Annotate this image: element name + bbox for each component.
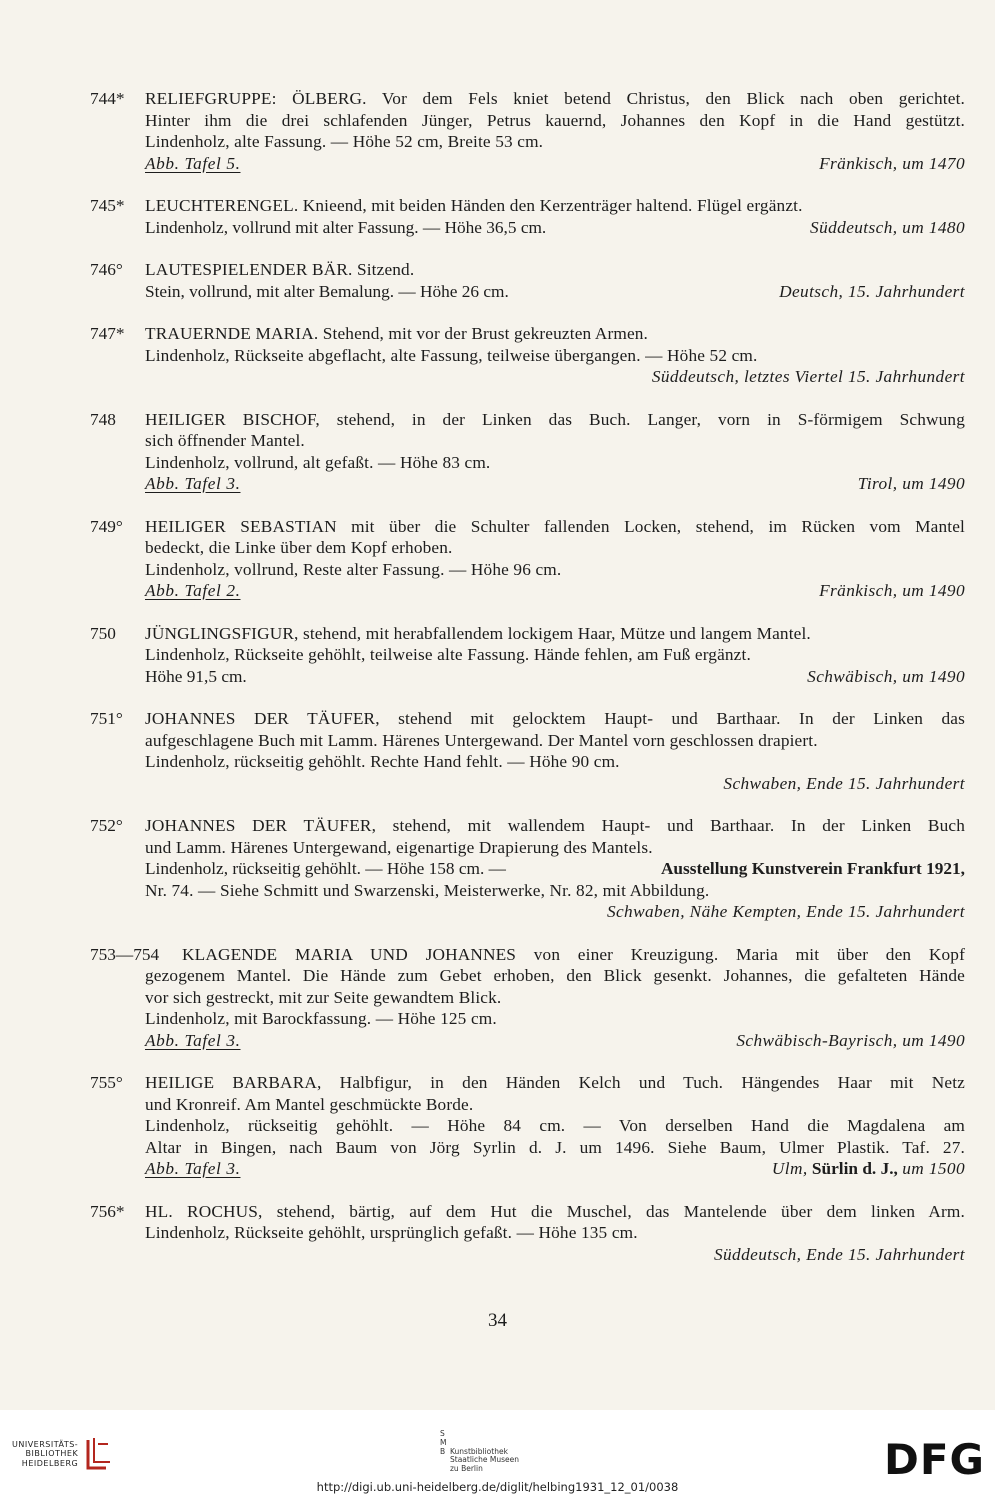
origin-date: Schwaben, Nähe Kempten, Ende 15. Jahrhundert: [606, 902, 965, 921]
entry-number: 747*: [90, 324, 125, 343]
entry-number: 746°: [90, 260, 123, 279]
exhibition-reference: Ausstellung Kunstverein Frankfurt 1921,: [660, 859, 965, 878]
entry-753-754: [90, 944, 965, 1052]
entry-text-line: aufgeschlagene Buch mit Lamm. Härenes Untergewand. Der Mantel vorn geschlossen drapiert.: [145, 730, 818, 750]
permalink-url[interactable]: http://digi.ub.uni-heidelberg.de/diglit/helbing1931_12_01/0038: [316, 1480, 679, 1494]
entry-footer-row: [145, 901, 965, 923]
origin-date: [772, 1158, 965, 1180]
plate-reference: Abb. Tafel 5.: [145, 153, 241, 173]
entry-text-line: HL. ROCHUS, stehend, bärtig, auf dem Hut die Muschel, das Mantelende über dem linken Arm.: [145, 1201, 965, 1221]
entry-number: 753—754: [90, 944, 160, 964]
entry-text-line: Lindenholz, vollrund, Reste alter Fassung. — Höhe 96 cm.: [145, 559, 562, 579]
entry-text-line: [145, 858, 965, 880]
entry-745: [90, 195, 965, 238]
artist-name: Sürlin d. J.,: [811, 1159, 898, 1178]
entry-text-line: Höhe 91,5 cm.: [145, 666, 247, 686]
entry-footer-row: [145, 1030, 965, 1052]
entry-text-line: Stein, vollrund, mit alter Bemalung. — Höhe 26 cm.: [145, 281, 509, 301]
entry-text-line: Lindenholz, rückseitig gehöhlt. — Höhe 84 cm. — Von derselben Hand die Magdalena am: [145, 1116, 965, 1135]
ub-emblem-icon: [84, 1436, 112, 1472]
origin-date: Süddeutsch, um 1480: [810, 217, 965, 237]
entry-751: [90, 708, 965, 794]
plate-reference: Abb. Tafel 3.: [145, 474, 241, 493]
plate-reference: Abb. Tafel 2.: [145, 581, 241, 600]
plate-reference: Abb. Tafel 3.: [145, 1159, 241, 1178]
dfg-logo[interactable]: DFG: [884, 1435, 986, 1484]
sm-line: Kunstbibliothek: [450, 1446, 508, 1456]
entry-748: [90, 409, 965, 495]
entry-756: [90, 1201, 965, 1266]
entry-755: [90, 1072, 965, 1180]
origin-date: Süddeutsch, letztes Viertel 15. Jahrhundert: [651, 367, 965, 386]
origin-place: Ulm,: [771, 1159, 808, 1178]
ub-logo-text: [12, 1440, 78, 1469]
sm-letter: M: [440, 1437, 447, 1447]
entry-number: 751°: [90, 709, 123, 728]
entry-747: [90, 323, 965, 388]
ub-logo-line: BIBLIOTHEK: [25, 1449, 79, 1459]
entry-text-line: Lindenholz, alte Fassung. — Höhe 52 cm, Breite 53 cm.: [145, 132, 544, 151]
origin-date: Fränkisch, um 1470: [819, 153, 965, 173]
origin-year: um 1500: [902, 1159, 965, 1178]
origin-date: Fränkisch, um 1490: [819, 581, 965, 600]
entry-text-line: bedeckt, die Linke über dem Kopf erhoben.: [145, 538, 453, 557]
entry-text-line: HEILIGER SEBASTIAN mit über die Schulter fallenden Locken, stehend, im Rücken vom Mantel: [145, 516, 965, 536]
entry-footer-row: [145, 773, 965, 795]
sm-row: [440, 1430, 519, 1439]
origin-date: Deutsch, 15. Jahrhundert: [779, 281, 965, 301]
entry-footer-row: [145, 1244, 965, 1266]
entry-number: 748: [90, 409, 116, 429]
entry-text-line: TRAUERNDE MARIA. Stehend, mit vor der Brust gekreuzten Armen.: [145, 324, 649, 343]
entry-footer-row: [145, 217, 965, 239]
sm-line: zu Berlin: [450, 1464, 483, 1474]
sm-letter: B: [440, 1446, 446, 1456]
entry-text-line: Lindenholz, mit Barockfassung. — Höhe 125 cm.: [145, 1009, 497, 1028]
entry-number: 744*: [90, 89, 125, 108]
sm-letter: S: [440, 1429, 445, 1438]
entry-text-line: gezogenem Mantel. Die Hände zum Gebet erhoben, den Blick gesenkt. Johannes, die gefalteten Hände: [145, 966, 965, 985]
sm-letter: [440, 1465, 450, 1474]
entry-number: 756*: [90, 1201, 125, 1221]
entry-footer-row: [145, 666, 965, 688]
ub-logo-line: UNIVERSITÄTS-: [12, 1439, 79, 1449]
entry-749: [90, 516, 965, 602]
entry-footer-row: [145, 281, 965, 303]
entry-footer-row: [145, 580, 965, 602]
page-number: 34: [488, 1310, 507, 1331]
entry-number: 750: [90, 623, 116, 643]
entry-text-line: Lindenholz, vollrund, alt gefaßt. — Höhe 83 cm.: [145, 452, 491, 472]
entry-text-line: Altar in Bingen, nach Baum von Jörg Syrlin d. J. um 1496. Siehe Baum, Ulmer Plastik. Taf. 27.: [145, 1137, 965, 1157]
kunstbibliothek-logo[interactable]: [440, 1430, 519, 1474]
entry-text-line: Lindenholz, Rückseite gehöhlt, teilweise alte Fassung. Hände fehlen, am Fuß ergänzt.: [145, 645, 751, 664]
origin-date: Schwäbisch-Bayrisch, um 1490: [736, 1030, 965, 1050]
entry-text-line: Lindenholz, rückseitig gehöhlt. Rechte Hand fehlt. — Höhe 90 cm.: [145, 752, 620, 771]
ub-logo-line: HEIDELBERG: [21, 1458, 79, 1468]
plate-reference: Abb. Tafel 3.: [145, 1030, 241, 1050]
entry-text-line: RELIEFGRUPPE: ÖLBERG. Vor dem Fels kniet betend Christus, den Blick nach oben gerichtet.: [145, 89, 965, 108]
entry-746: [90, 259, 965, 302]
sm-row: [440, 1465, 519, 1474]
origin-date: Süddeutsch, Ende 15. Jahrhundert: [713, 1244, 965, 1264]
entry-number: 752°: [90, 816, 123, 835]
entry-footer-row: [145, 153, 965, 175]
entry-number: 749°: [90, 516, 123, 536]
entry-text-line: KLAGENDE MARIA UND JOHANNES von einer Kreuzigung. Maria mit über den Kopf: [182, 944, 965, 964]
catalog-entries: [90, 88, 965, 1286]
entry-text-line: und Kronreif. Am Mantel geschmückte Borde.: [145, 1094, 474, 1114]
entry-text-line: Lindenholz, vollrund mit alter Fassung. — Höhe 36,5 cm.: [145, 217, 547, 237]
entry-number: 755°: [90, 1073, 123, 1092]
sm-line: Staatliche Museen: [450, 1455, 519, 1465]
ub-heidelberg-logo[interactable]: [12, 1436, 112, 1472]
entry-text-line: Lindenholz, Rückseite abgeflacht, alte Fassung, teilweise übergangen. — Höhe 52 cm.: [145, 345, 758, 365]
entry-text-line: HEILIGE BARBARA, Halbfigur, in den Händen Kelch und Tuch. Hängendes Haar mit Netz: [145, 1073, 965, 1092]
entry-footer-row: [145, 366, 965, 388]
entry-text-line: Hinter ihm die drei schlafenden Jünger, Petrus kauernd, Johannes den Kopf in die Hand gestützt.: [145, 110, 965, 130]
origin-date: Schwaben, Ende 15. Jahrhundert: [723, 773, 965, 793]
entry-text-line: HEILIGER BISCHOF, stehend, in der Linken das Buch. Langer, vorn in S-förmigem Schwung: [145, 409, 965, 429]
entry-text-line: LEUCHTERENGEL. Knieend, mit beiden Händen den Kerzenträger haltend. Flügel ergänzt.: [145, 196, 803, 215]
entry-number: 745*: [90, 196, 125, 215]
entry-text-line: JÜNGLINGSFIGUR, stehend, mit herabfallendem lockigem Haar, Mütze und langem Mantel.: [145, 623, 811, 643]
entry-text-line: vor sich gestreckt, mit zur Seite gewandtem Blick.: [145, 987, 502, 1007]
entry-text-line: und Lamm. Härenes Untergewand, eigenartige Drapierung des Mantels.: [145, 837, 653, 857]
origin-date: Tirol, um 1490: [857, 474, 965, 493]
entry-750: [90, 623, 965, 688]
entry-text-segment: Lindenholz, rückseitig gehöhlt. — Höhe 158 cm. —: [145, 859, 506, 878]
entry-footer-row: [145, 473, 965, 495]
entry-752: [90, 815, 965, 923]
entry-text-line: Nr. 74. — Siehe Schmitt und Swarzenski, Meisterwerke, Nr. 82, mit Abbildung.: [145, 880, 710, 900]
entry-text-line: Lindenholz, Rückseite gehöhlt, ursprünglich gefaßt. — Höhe 135 cm.: [145, 1223, 638, 1242]
entry-744: [90, 88, 965, 174]
entry-text-line: sich öffnender Mantel.: [145, 431, 305, 450]
entry-text-line: JOHANNES DER TÄUFER, stehend mit gelocktem Haupt- und Barthaar. In der Linken das: [145, 709, 965, 728]
entry-text-line: LAUTESPIELENDER BÄR. Sitzend.: [145, 260, 415, 279]
entry-text-line: JOHANNES DER TÄUFER, stehend, mit wallendem Haupt- und Barthaar. In der Linken Buch: [145, 816, 965, 835]
entry-footer-row: [145, 1158, 965, 1180]
sm-letter: [440, 1456, 450, 1465]
origin-date: Schwäbisch, um 1490: [807, 666, 965, 686]
